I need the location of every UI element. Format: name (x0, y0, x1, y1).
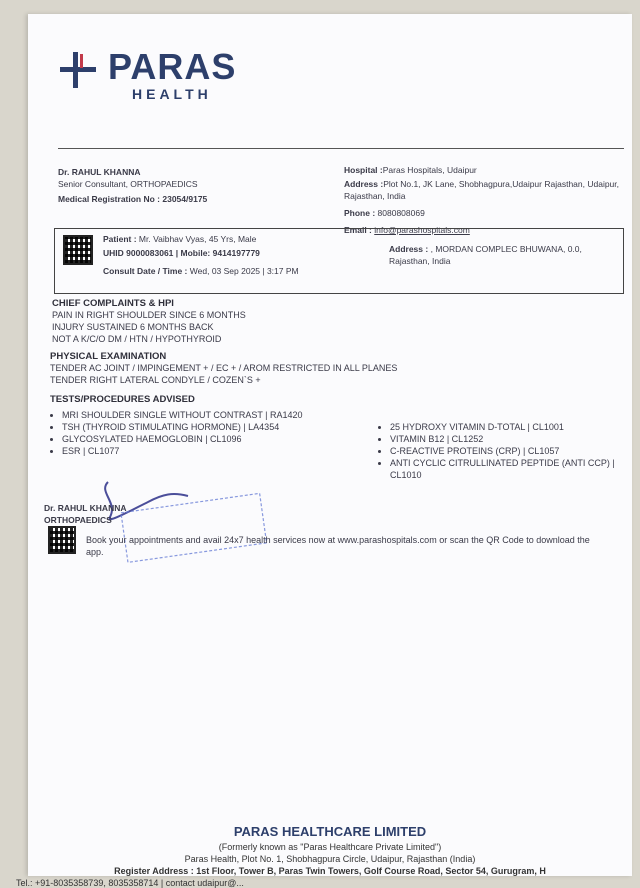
test-item: • 25 HYDROXY VITAMIN D-TOTAL | CL1001 (390, 421, 640, 433)
header-divider (58, 148, 624, 149)
medical-registration: Medical Registration No : 23054/9175 (58, 194, 208, 204)
complaint-line: PAIN IN RIGHT SHOULDER SINCE 6 MONTHS (52, 310, 246, 320)
doctor-info (58, 166, 318, 205)
hospital-label: Hospital : (344, 165, 383, 175)
patient-qr-code (63, 235, 93, 265)
test-item: • TSH (THYROID STIMULATING HORMONE) | LA4354 (62, 421, 362, 433)
test-item: • ANTI CYCLIC CITRULLINATED PEPTIDE (ANTI CCP) | CL1010 (390, 457, 640, 481)
footer-tel: Tel.: +91-8035358739, 8035358714 | contact udaipur@... (16, 878, 244, 888)
patient-name: Mr. Vaibhav Vyas, 45 Yrs, Male (138, 234, 257, 244)
exam-title: PHYSICAL EXAMINATION (50, 351, 167, 362)
patient-uhid: UHID 9000083061 | Mobile: 9414197779 (103, 248, 260, 258)
exam-line: TENDER AC JOINT / IMPINGEMENT + / EC + / AROM RESTRICTED IN ALL PLANES (50, 363, 398, 373)
email-label: Email : (344, 225, 372, 235)
paras-health-logo (58, 46, 237, 110)
brand-sub: HEALTH (132, 86, 212, 102)
footer-company: PARAS HEALTHCARE LIMITED (233, 824, 427, 839)
doctor-name: Dr. RAHUL KHANNA (58, 167, 141, 177)
tests-section (50, 394, 620, 480)
test-item: • GLYCOSYLATED HAEMOGLOBIN | CL1096 (62, 433, 362, 445)
hospital-phone: 8080808069 (377, 208, 425, 218)
phone-label: Phone : (344, 208, 376, 218)
patient-box (54, 228, 624, 294)
footer-address: Paras Health, Plot No. 1, Shobhagpura Circle, Udaipur, Rajasthan (India) (184, 854, 476, 864)
sign-doctor-name: Dr. RAHUL KHANNA (44, 503, 127, 513)
signature-block (44, 502, 127, 526)
patient-address: , MORDAN COMPLEC BHUWANA, 0.0, Rajasthan, India (389, 244, 582, 266)
promo-text: Book your appointments and avail 24x7 health services now at www.parashospitals.com or scan the QR Code to download the app. (86, 535, 590, 557)
test-item: • MRI SHOULDER SINGLE WITHOUT CONTRAST | RA1420 (62, 409, 362, 421)
test-item: • ESR | CL1077 (62, 445, 362, 457)
exam-line: TENDER RIGHT LATERAL CONDYLE / COZEN`S + (50, 375, 261, 385)
app-qr-code[interactable] (48, 526, 76, 554)
footer-register: Register Address : 1st Floor, Tower B, Paras Twin Towers, Golf Course Road, Sector 54, Gurugram, H (114, 866, 546, 876)
hospital-info (344, 164, 624, 236)
tests-title: TESTS/PROCEDURES ADVISED (50, 394, 195, 405)
patient-address-label: Address : (389, 244, 429, 254)
hospital-address: Plot No.1, JK Lane, Shobhagpura,Udaipur Rajasthan, Udaipur, Rajasthan, India (344, 179, 620, 201)
complaint-line: NOT A K/C/O DM / HTN / HYPOTHYROID (52, 334, 222, 344)
consult-datetime: Wed, 03 Sep 2025 | 3:17 PM (189, 266, 299, 276)
test-item: • C-REACTIVE PROTEINS (CRP) | CL1057 (390, 445, 640, 457)
plus-logo-icon (58, 50, 98, 90)
footer-formerly: (Formerly known as "Paras Healthcare Private Limited") (218, 842, 442, 852)
hospital-name: Paras Hospitals, Udaipur (382, 165, 477, 175)
test-item: • VITAMIN B12 | CL1252 (390, 433, 640, 445)
tests-right-list (378, 421, 640, 481)
prescription-page (16, 14, 632, 888)
sign-dept: ORTHOPAEDICS (44, 515, 112, 525)
tests-left-list (50, 409, 362, 457)
hospital-email[interactable]: info@parashospitals.com (374, 225, 470, 235)
complaints-section (52, 298, 622, 345)
consult-label: Consult Date / Time : (103, 266, 188, 276)
brand-name: PARAS (108, 46, 237, 87)
complaint-line: INJURY SUSTAINED 6 MONTHS BACK (52, 322, 214, 332)
doctor-title: Senior Consultant, ORTHOPAEDICS (58, 179, 198, 189)
exam-section (50, 351, 620, 386)
patient-label: Patient : (103, 234, 137, 244)
complaints-title: CHIEF COMPLAINTS & HPI (52, 298, 174, 309)
address-label: Address : (344, 179, 384, 189)
